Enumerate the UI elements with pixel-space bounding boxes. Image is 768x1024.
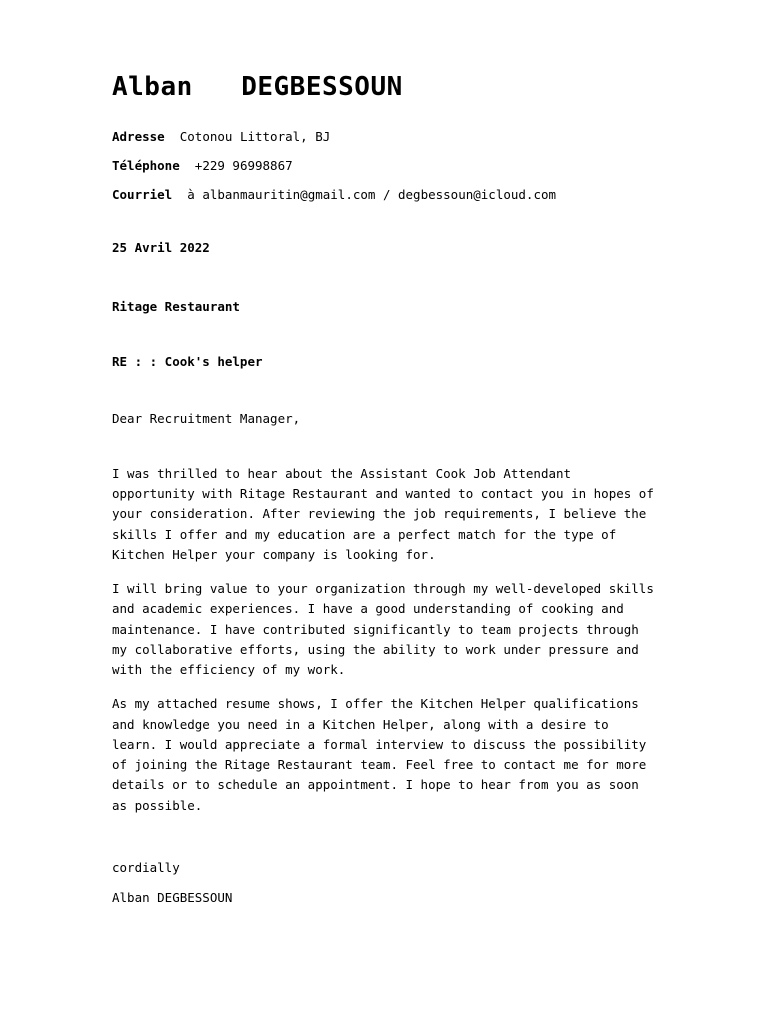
letter-paragraphs — [112, 464, 660, 816]
contact-row-address — [112, 129, 660, 146]
paragraph: I will bring value to your organization through my well-developed skills and academic experiences. I have a good understanding of cooking and maintenance. I have contributed significantly to team projects through my collaborative efforts, using the ability to work under pressure and with the efficiency of my work. — [112, 581, 654, 678]
contact-row-email — [112, 187, 660, 204]
contact-row-phone — [112, 158, 660, 175]
paragraph: As my attached resume shows, I offer the Kitchen Helper qualifications and knowledge you need in a Kitchen Helper, along with a desire to learn. I would appreciate a formal interview to discuss the possibility of joining the Ritage Restaurant team. Feel free to contact me for more details or to schedule an appointment. I hope to hear from you as soon as possible. — [112, 696, 647, 813]
paragraph: I was thrilled to hear about the Assistant Cook Job Attendant opportunity with Ritage Restaurant and wanted to contact you in hopes of your consideration. After reviewing the job requirements, I believe the skills I offer and my education are a perfect match for the type of Kitchen Helper your company is looking for. — [112, 465, 654, 562]
contact-label-phone: Téléphone — [112, 158, 180, 174]
letter-body — [112, 72, 660, 908]
salutation: Dear Recruitment Manager, — [112, 410, 301, 426]
subject-line: RE : : Cook's helper — [112, 353, 263, 369]
contact-label-email: Courriel — [112, 186, 173, 202]
letter-closing-block — [112, 858, 660, 909]
page-title: Alban DEGBESSOUN — [112, 72, 403, 102]
contact-value-phone: +229 96998867 — [194, 158, 293, 174]
recipient-company: Ritage Restaurant — [112, 298, 240, 314]
contact-label-address: Adresse — [112, 129, 165, 145]
signature-name: Alban DEGBESSOUN — [112, 890, 233, 906]
closing-salutation: cordially — [112, 859, 180, 875]
contact-value-address: Cotonou Littoral, BJ — [179, 129, 331, 145]
contact-value-email: à albanmauritin@gmail.com / degbessoun@icloud.com — [187, 186, 557, 202]
letter-date: 25 Avril 2022 — [112, 239, 210, 255]
